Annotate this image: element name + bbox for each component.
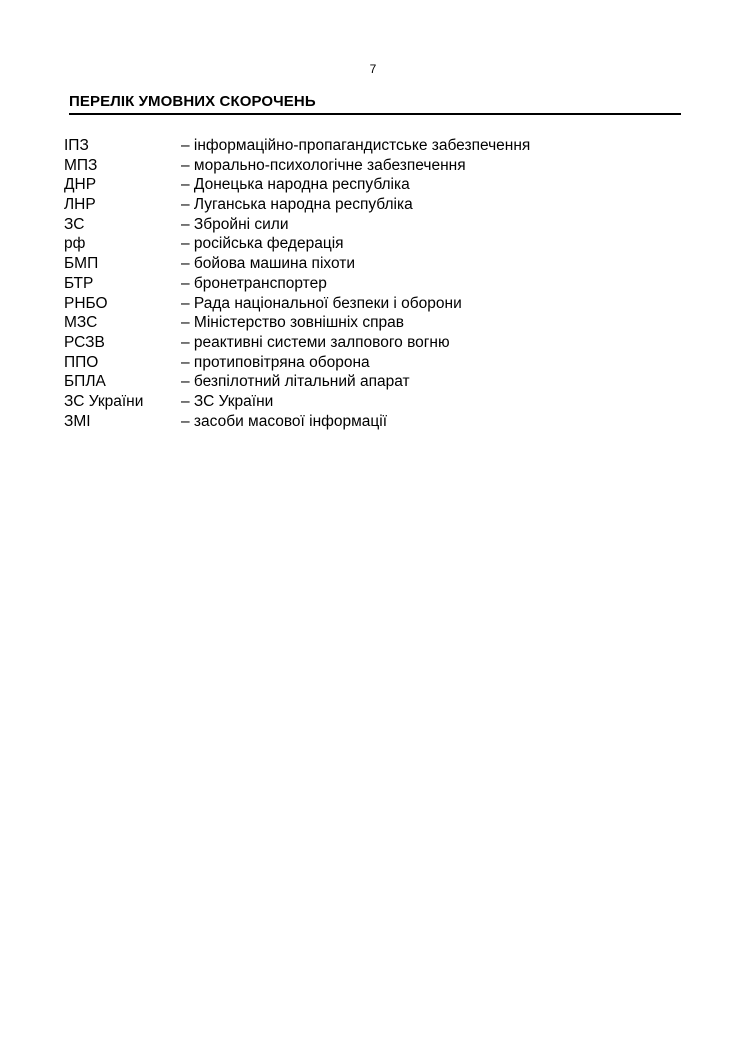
abbreviation-term: ЗМІ — [64, 412, 91, 430]
section-heading: ПЕРЕЛІК УМОВНИХ СКОРОЧЕНЬ — [69, 93, 316, 110]
abbreviation-row — [64, 333, 530, 353]
abbreviation-row — [64, 274, 530, 294]
abbreviation-term: ДНР — [64, 176, 97, 194]
abbreviation-term: РНБО — [64, 294, 108, 312]
abbreviation-definition: – інформаційно-пропагандистське забезпечення — [181, 137, 531, 154]
abbreviation-row — [64, 215, 530, 235]
abbreviation-row — [64, 156, 530, 176]
abbreviation-row — [64, 234, 530, 254]
abbreviation-row — [64, 254, 530, 274]
abbreviation-term: БПЛА — [64, 373, 106, 391]
abbreviation-definition: – засоби масової інформації — [181, 412, 388, 430]
abbreviation-definition: – російська федерація — [181, 235, 344, 253]
abbreviation-term: РСЗВ — [64, 333, 105, 351]
abbreviation-row — [64, 412, 530, 432]
abbreviation-term: ІПЗ — [64, 137, 89, 154]
abbreviation-term: МЗС — [64, 314, 98, 332]
abbreviation-definition: – Донецька народна республіка — [181, 176, 410, 194]
abbreviation-row — [64, 175, 530, 195]
abbreviation-definition: – Міністерство зовнішніх справ — [181, 314, 404, 332]
page-number: 7 — [369, 62, 377, 76]
abbreviation-definition: – Збройні сили — [181, 215, 289, 233]
abbreviation-definition: – морально-психологічне забезпечення — [181, 156, 466, 174]
abbreviation-term: ЛНР — [64, 196, 96, 214]
abbreviation-definition: – Рада національної безпеки і оборони — [181, 294, 462, 312]
abbreviation-term: ЗС — [64, 215, 85, 233]
heading-underline — [69, 113, 681, 115]
abbreviation-row — [64, 392, 530, 412]
abbreviation-term: рф — [64, 235, 86, 253]
abbreviation-term: ЗС України — [64, 392, 144, 410]
abbreviation-definition: – Луганська народна республіка — [181, 196, 413, 214]
abbreviation-term: МПЗ — [64, 156, 98, 174]
abbreviation-term: ППО — [64, 353, 99, 371]
abbreviation-row — [64, 353, 530, 373]
abbreviation-definition: – бойова машина піхоти — [181, 255, 355, 273]
abbreviation-row — [64, 294, 530, 314]
abbreviation-definition: – ЗС України — [181, 392, 274, 410]
abbreviation-row — [64, 195, 530, 215]
abbreviation-definition: – реактивні системи залпового вогню — [181, 333, 450, 351]
abbreviation-row — [64, 372, 530, 392]
abbreviation-row — [64, 313, 530, 333]
abbreviation-term: БМП — [64, 255, 99, 273]
abbreviation-definition: – бронетранспортер — [181, 274, 327, 292]
abbreviation-list — [64, 136, 530, 431]
abbreviation-term: БТР — [64, 274, 94, 292]
abbreviation-row — [64, 136, 530, 156]
abbreviation-definition: – безпілотний літальний апарат — [181, 373, 410, 391]
abbreviation-definition: – протиповітряна оборона — [181, 353, 370, 371]
